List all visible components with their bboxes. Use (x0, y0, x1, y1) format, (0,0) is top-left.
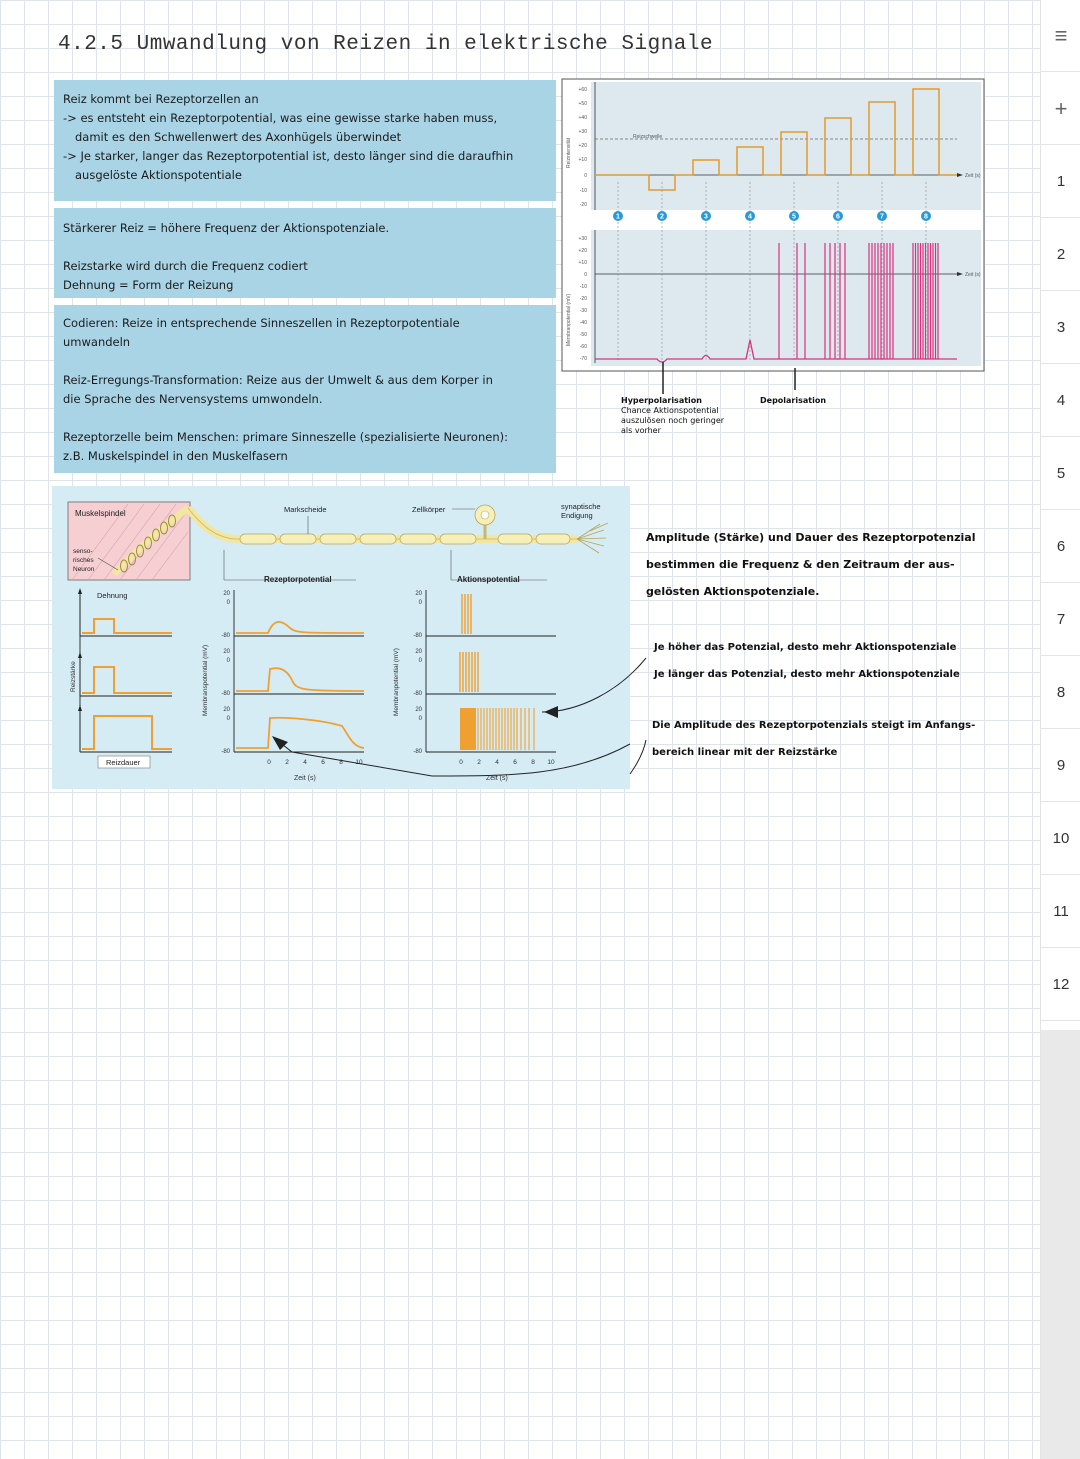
tick-label: -20 (579, 296, 587, 302)
x-tick: 2 (477, 759, 481, 766)
hw-line: gelösten Aktionspotenziale. (646, 585, 820, 598)
tick-label: +40 (578, 115, 587, 121)
membrane-axis-label-2: Membranpotential (mV) (393, 648, 400, 716)
threshold-label: Reizschwelle (633, 134, 663, 140)
tick-label: -80 (413, 633, 422, 639)
note-linear (652, 712, 975, 766)
tick-label: 0 (584, 272, 587, 278)
tick-label: -60 (579, 344, 587, 350)
page-thumb-7[interactable]: 7 (1041, 584, 1080, 656)
tick-label: -10 (579, 188, 587, 194)
page-thumb-4[interactable]: 4 (1041, 365, 1080, 437)
menu-icon[interactable]: ≡ (1041, 0, 1080, 72)
hw-line: auszulösen noch geringer (621, 416, 725, 425)
tick-label: 0 (226, 658, 230, 664)
markscheide-label: Markscheide (284, 505, 327, 514)
note-frequency (54, 208, 556, 298)
tick-label: +50 (578, 101, 587, 107)
add-page-button[interactable]: + (1041, 73, 1080, 145)
tick-label: +20 (578, 143, 587, 149)
tick-label: -80 (221, 749, 230, 755)
tick-label: -20 (579, 202, 587, 208)
tick-label: -30 (579, 308, 587, 314)
hw-line: Je länger das Potenzial, desto mehr Aktionspotenziale (654, 669, 960, 680)
zeit-label-2: Zeit (s) (486, 775, 508, 782)
note-potential-height (654, 634, 960, 688)
tick-label: 20 (415, 649, 422, 655)
tick-label: -10 (579, 284, 587, 290)
tick-label: +20 (578, 248, 587, 254)
note-line: z.B. Muskelspindel in den Muskelfasern (63, 449, 288, 463)
synaptic-label-1: synaptische (561, 502, 601, 511)
handdrawn-arrows-right (540, 650, 660, 780)
note-depolarisation (760, 396, 826, 406)
tick-label: +30 (578, 129, 587, 135)
note-line: umwandeln (63, 335, 131, 349)
tick-label: +10 (578, 260, 587, 266)
hw-line: Hyperpolarisation (621, 396, 702, 405)
x-tick: 10 (355, 759, 363, 766)
page-thumb-9[interactable]: 9 (1041, 730, 1080, 802)
sidebar-empty-area (1041, 1030, 1080, 1459)
note-line: -> Je starker, langer das Rezeptorpotential ist, desto länger sind die daraufhin (63, 149, 514, 163)
muskelspindel-label: Muskelspindel (75, 509, 126, 518)
tick-label: +10 (578, 157, 587, 163)
tick-label: 20 (415, 591, 422, 597)
dehnung-label: Dehnung (97, 591, 128, 600)
note-receptor-potential (54, 80, 556, 201)
note-line: Rezeptorzelle beim Menschen: primare Sinneszelle (spezialisierte Neuronen): (63, 430, 508, 444)
tick-label: +30 (578, 236, 587, 242)
x-tick: 8 (339, 759, 343, 766)
y-label-membrane: Membranpotential (mV) (566, 293, 572, 346)
hw-line: Depolarisation (760, 396, 827, 405)
page-thumb-3[interactable]: 3 (1041, 292, 1080, 364)
figure-stimulus-response (561, 78, 985, 372)
hw-line: bestimmen die Frequenz & den Zeitraum der aus- (646, 558, 955, 571)
note-line: Reiz-Erregungs-Transformation: Reize aus der Umwelt & aus dem Korper in (63, 373, 493, 387)
page-thumb-6[interactable]: 6 (1041, 511, 1080, 583)
page-thumb-2[interactable]: 2 (1041, 219, 1080, 291)
hw-line: als vorher (621, 426, 661, 435)
marker-label: 7 (880, 213, 884, 221)
tick-label: 0 (226, 716, 230, 722)
tick-label: 0 (418, 658, 422, 664)
aktionspotential-label: Aktionspotential (457, 575, 520, 584)
page-thumb-1[interactable]: 1 (1041, 146, 1080, 218)
x-tick: 6 (513, 759, 517, 766)
tick-label: 20 (223, 707, 230, 713)
x-tick: 4 (495, 759, 499, 766)
page-thumb-12[interactable]: 12 (1041, 949, 1080, 1021)
hw-line: Amplitude (Stärke) und Dauer des Rezeptorpotenzial (646, 531, 976, 544)
marker-label: 1 (616, 213, 620, 221)
reizstaerke-label: Reizstärke (70, 661, 77, 692)
marker-label: 2 (660, 213, 664, 221)
time-label-top: Zeit (s) (965, 173, 981, 179)
hw-line: Chance Aktionspotential (621, 406, 719, 415)
page-thumb-5[interactable]: 5 (1041, 438, 1080, 510)
note-line: Reizstarke wird durch die Frequenz codiert (63, 259, 308, 273)
tick-label: 0 (584, 173, 587, 179)
note-coding (54, 305, 556, 473)
note-line: die Sprache des Nervensystems umwondeln. (63, 392, 323, 406)
tick-label: 0 (226, 600, 230, 606)
tick-label: -40 (579, 320, 587, 326)
tick-label: 0 (418, 600, 422, 606)
senso-label-3: Neuron (73, 566, 95, 573)
note-hyperpolarisation (621, 396, 724, 436)
time-label-bottom: Zeit (s) (965, 272, 981, 278)
figure1-annotation-lines (600, 360, 860, 400)
tick-label: 0 (418, 716, 422, 722)
note-line: Dehnung = Form der Reizung (63, 278, 234, 292)
marker-label: 6 (836, 213, 840, 221)
page-sidebar (1040, 0, 1080, 1459)
hw-line: Je höher das Potenzial, desto mehr Aktionspotenziale (654, 642, 957, 653)
reizdauer-label: Reizdauer (106, 758, 141, 767)
senso-label-1: senso- (73, 548, 93, 555)
synaptic-label-2: Endigung (561, 511, 593, 520)
zellkoerper-label: Zellkörper (412, 505, 446, 514)
page-title: 4.2.5 Umwandlung von Reizen in elektrische Signale (58, 33, 714, 56)
x-tick: 6 (321, 759, 325, 766)
note-line: -> es entsteht ein Rezeptorpotential, was eine gewisse starke haben muss, (63, 111, 498, 125)
x-tick: 10 (547, 759, 555, 766)
marker-label: 4 (748, 213, 752, 221)
page-thumb-10[interactable]: 10 (1041, 803, 1080, 875)
x-tick: 0 (267, 759, 271, 766)
page-thumb-11[interactable]: 11 (1041, 876, 1080, 948)
tick-label: 20 (415, 707, 422, 713)
page-thumb-8[interactable]: 8 (1041, 657, 1080, 729)
note-line: damit es den Schwellenwert des Axonhügels überwindet (75, 130, 402, 144)
x-tick: 0 (459, 759, 463, 766)
hw-line: Die Amplitude des Rezeptorpotenzials steigt im Anfangs- (652, 720, 976, 731)
tick-label: -80 (221, 633, 230, 639)
note-line: Reiz kommt bei Rezeptorzellen an (63, 92, 259, 106)
marker-label: 5 (792, 213, 796, 221)
hw-line: bereich linear mit der Reizstärke (652, 747, 838, 758)
marker-label: 8 (924, 213, 928, 221)
tick-label: -80 (413, 749, 422, 755)
tick-label: -70 (579, 356, 587, 362)
rezeptorpotential-label: Rezeptorpotential (264, 575, 332, 584)
note-line: Codieren: Reize in entsprechende Sinneszellen in Rezeptorpotentiale (63, 316, 460, 330)
tick-label: -80 (413, 691, 422, 697)
x-tick: 8 (531, 759, 535, 766)
senso-label-2: risches (73, 557, 94, 564)
note-amplitude (646, 524, 975, 605)
membrane-axis-label: Membranspotential (mV) (202, 644, 209, 716)
x-tick: 2 (285, 759, 289, 766)
y-label-stimulus: Reizintensität (566, 137, 572, 168)
x-tick: 4 (303, 759, 307, 766)
tick-label: -80 (221, 691, 230, 697)
tick-label: -50 (579, 332, 587, 338)
note-line: Stärkerer Reiz = höhere Frequenz der Aktionspotenziale. (63, 221, 390, 235)
tick-label: +60 (578, 87, 587, 93)
marker-label: 3 (704, 213, 708, 221)
tick-label: 20 (223, 591, 230, 597)
tick-label: 20 (223, 649, 230, 655)
note-line: ausgelöste Aktionspotentiale (75, 168, 242, 182)
zeit-label: Zeit (s) (294, 775, 316, 782)
